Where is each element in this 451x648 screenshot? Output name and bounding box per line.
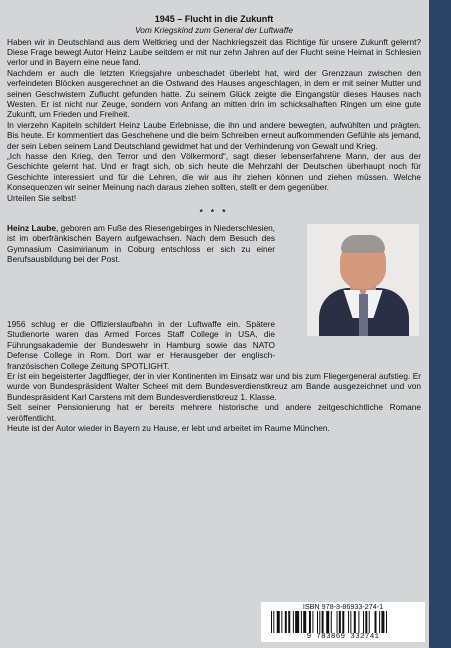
blurb-paragraph-3: In vierzehn Kapiteln schildert Heinz Laube Erlebnisse, die ihn und andere bewegten, aufwühlten und prägten. Bis heute. Er kommentiert das Geschehene und die beim Schreiben erneut aufkommenden Gefühle als jemand, der sein Leben seinem Land Deutschland gewidmet hat und der Verhinderung von Gewalt und Krieg.	[7, 119, 421, 151]
author-bio-intro-text: , geboren am Fuße des Riesengebirges in Niederschlesien, ist im oberfränkischen Bayern aufgewachsen. Nach dem Besuch des Gymnasium Casimirianum in Coburg entschloss er sich zu einer Berufsausbildung bei der Post.	[7, 223, 275, 265]
author-photo	[307, 224, 419, 336]
book-subtitle: Vom Kriegskind zum General der Luftwaffe	[135, 25, 293, 35]
barcode-bars	[269, 611, 417, 633]
isbn-barcode	[261, 602, 425, 642]
ean-number: 9 783869 332741	[306, 633, 380, 641]
blurb-paragraph-1: Haben wir in Deutschland aus dem Weltkrieg und der Nachkriegszeit das Richtige für unsere Zukunft gelernt? Diese Frage bewegt Autor Heinz Laube seitdem er mit nur zehn Jahren auf der Flucht seine Heimat in Schlesien verlor und in Bayern eine neue fand.	[7, 36, 421, 68]
back-cover-text	[7, 14, 421, 433]
blurb-paragraph-2: Nachdem er auch die letzten Kriegsjahre unbeschadet überlebt hat, wird der Grenzzaun zwischen den verfeindeten Blöcken ausgerechnet an die Ostwand des Hauses angeschlagen, in dem er mit seiner Mutter und seinen Geschwistern Zuflucht gefunden hatte. Zu seinem Glück zeigte die Eingangstür dieses Hauses nach Westen. Er ist nicht nur Zeuge, sondern von Anfang an mitten drin im schicksalhaften Ringen um eine gute Zukunft, um Frieden und Freiheit.	[7, 67, 421, 120]
author-bio-novels: Seit seiner Pensionierung hat er bereits mehrere historische und andere zeitgeschichtliche Romane veröffentlicht.	[7, 402, 421, 423]
section-separator: * * *	[199, 208, 229, 217]
book-spine	[429, 0, 451, 648]
blurb-closing: Urteilen Sie selbst!	[7, 192, 77, 203]
author-bio-career: 1956 schlug er die Offizierslaufbahn in der Luftwaffe ein. Spätere Studienorte waren das Armed Forces Staff College in USA, die Führungsakademie der Bundeswehr in Hamburg sowie das NATO Defense College in Rom. Dort war er Herausgeber der englisch-französischen College Zeitung SPOTLIGHT.	[7, 319, 275, 371]
blurb-paragraph-4: „Ich hasse den Krieg, den Terror und den Völkermord“, sagt dieser lebenserfahrene Mann, der aus der Geschichte gelernt hat. Und er fragt sich, ob sich heute die Mehrzahl der Deutschen überhaupt noch für Geschichte interessiert und für die Lehren, die wir aus ihr ziehen können und ziehen müssen. Welche Konsequenzen wir seiner Meinung nach daraus ziehen sollten, stellt er dem gegenüber.	[7, 150, 421, 193]
author-bio-honors: Er ist ein begeisterter Jagdflieger, der in vier Kontinenten im Einsatz war und bis zum Fliegergeneral aufstieg. Er wurde von Bundespräsident Walter Scheel mit dem Bundesverdienstkreuz am Bande ausgezeichnet und von Bundespräsident Karl Carstens mit dem Bundesverdienstkreuz 1. Klasse.	[7, 371, 421, 402]
author-bio-residence: Heute ist der Autor wieder in Bayern zu Hause, er lebt und arbeitet im Raume München.	[7, 423, 330, 434]
author-bio-intro	[7, 223, 275, 265]
author-bio-header	[7, 223, 421, 319]
author-name: Heinz Laube	[7, 223, 56, 233]
isbn-number: ISBN 978-3-86933-274-1	[302, 602, 384, 611]
book-title: 1945 – Flucht in die Zukunft	[154, 14, 274, 24]
